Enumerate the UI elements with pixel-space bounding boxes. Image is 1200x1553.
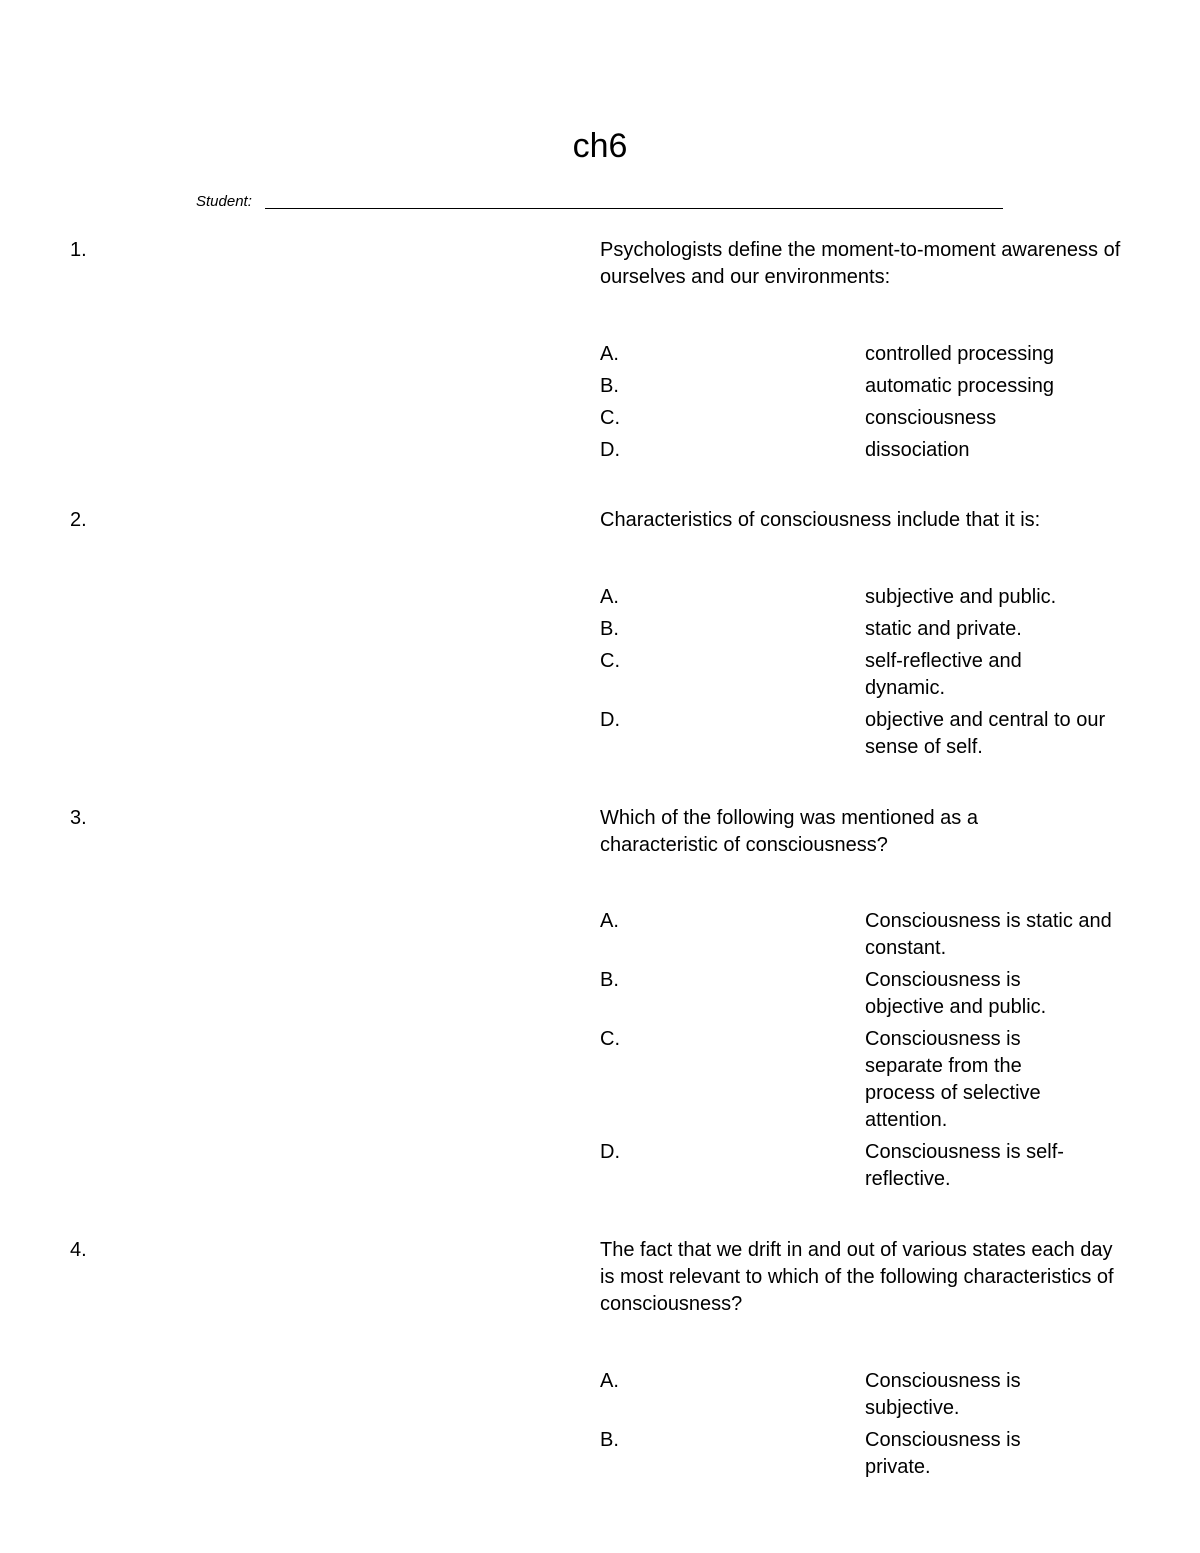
option-letter: A. bbox=[600, 343, 619, 365]
option-text: objective and central to our sense of self. bbox=[865, 709, 1106, 758]
option-text: self-reflective and dynamic. bbox=[865, 650, 1022, 699]
question-text: Psychologists define the moment-to-moment awareness of ourselves and our environments: bbox=[600, 239, 1121, 288]
option-letter: D. bbox=[600, 439, 620, 461]
option-letter: B. bbox=[600, 1429, 619, 1451]
question-number: 3. bbox=[70, 807, 87, 829]
option-text: automatic processing bbox=[865, 375, 1054, 397]
option-letter: B. bbox=[600, 618, 619, 640]
question-text: The fact that we drift in and out of various states each day is most relevant to which of the following characteristics of consciousness? bbox=[600, 1239, 1114, 1315]
option-letter: B. bbox=[600, 375, 619, 397]
option-text: Consciousness is separate from the process of selective attention. bbox=[865, 1028, 1041, 1131]
option-text: Consciousness is objective and public. bbox=[865, 969, 1047, 1018]
option-letter: C. bbox=[600, 407, 620, 429]
question-number: 4. bbox=[70, 1239, 87, 1261]
option-letter: D. bbox=[600, 709, 620, 731]
student-name-line bbox=[265, 208, 1003, 209]
option-letter: A. bbox=[600, 910, 619, 932]
option-text: subjective and public. bbox=[865, 586, 1057, 608]
question-text: Which of the following was mentioned as a characteristic of consciousness? bbox=[600, 807, 978, 856]
option-letter: A. bbox=[600, 586, 619, 608]
option-text: Consciousness is self-reflective. bbox=[865, 1141, 1064, 1190]
page-title: ch6 bbox=[572, 127, 628, 165]
option-letter: D. bbox=[600, 1141, 620, 1163]
option-letter: A. bbox=[600, 1370, 619, 1392]
option-letter: C. bbox=[600, 650, 620, 672]
option-text: controlled processing bbox=[865, 343, 1054, 365]
option-text: dissociation bbox=[865, 439, 970, 461]
option-text: Consciousness is subjective. bbox=[865, 1370, 1021, 1419]
option-text: Consciousness is private. bbox=[865, 1429, 1021, 1478]
option-letter: B. bbox=[600, 969, 619, 991]
option-text: consciousness bbox=[865, 407, 997, 429]
student-label: Student: bbox=[196, 193, 252, 210]
option-text: Consciousness is static and constant. bbox=[865, 910, 1112, 959]
option-text: static and private. bbox=[865, 618, 1022, 640]
question-number: 1. bbox=[70, 239, 87, 261]
option-letter: C. bbox=[600, 1028, 620, 1050]
question-number: 2. bbox=[70, 509, 87, 531]
question-text: Characteristics of consciousness include that it is: bbox=[600, 509, 1041, 531]
